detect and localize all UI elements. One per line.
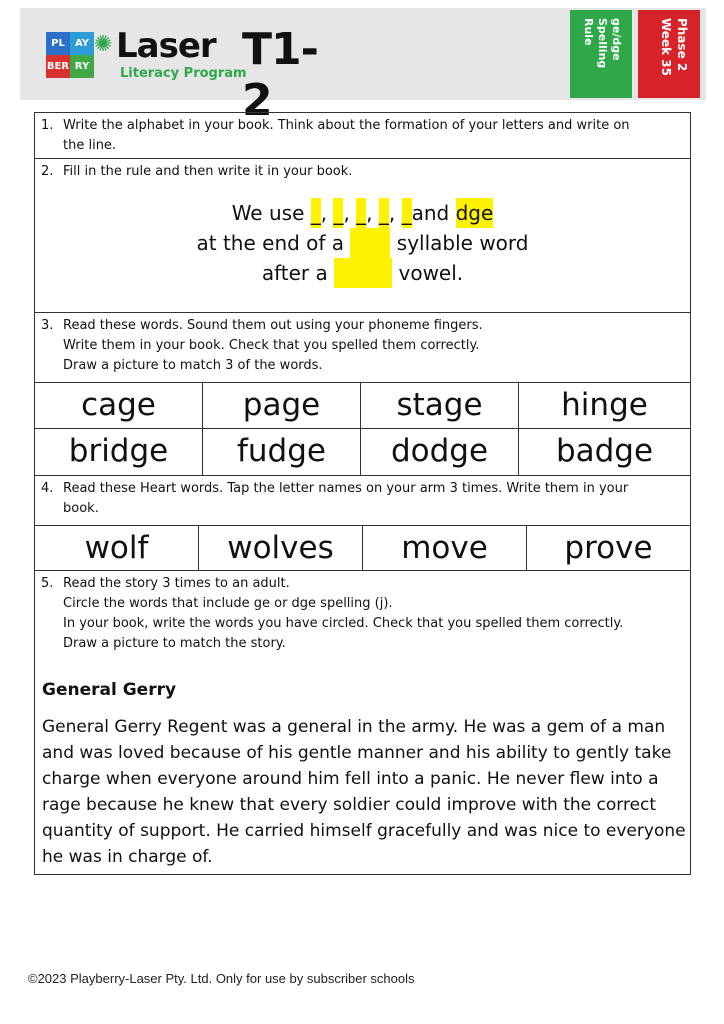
tab-line: Rule xyxy=(582,18,595,46)
instruction-line: Read these words. Sound them out using your phoneme fingers. xyxy=(63,318,483,333)
logo-subtitle: Literacy Program xyxy=(120,66,247,81)
heart-word-cell: prove xyxy=(564,530,653,566)
blank-field[interactable]: _ xyxy=(311,198,321,228)
word-cell: dodge xyxy=(361,429,519,475)
word-grid xyxy=(35,382,690,475)
heart-word-cell: move xyxy=(363,526,527,570)
task-4 xyxy=(35,476,690,571)
story-line: and was loved because of his gentle manner and his ability to gently take xyxy=(42,743,672,763)
story-title: General Gerry xyxy=(42,680,177,700)
logo-tile: BER xyxy=(46,55,70,78)
story-line: charge when everyone around him fell into a panic. He never flew into a xyxy=(42,769,659,789)
rule-line-2: at the end of a syllable word xyxy=(35,228,690,258)
puzzle-logo-icon xyxy=(46,32,94,78)
fill-in-rule xyxy=(35,184,690,292)
blank-field[interactable]: _ xyxy=(402,198,412,228)
blank-field[interactable] xyxy=(334,258,392,288)
laser-burst-icon: ✺ xyxy=(94,32,113,57)
copyright-footer: ©2023 Playberry-Laser Pty. Ltd. Only for use by subscriber schools xyxy=(28,971,415,986)
logo-tile: AY xyxy=(70,32,94,55)
logo-tile: PL xyxy=(46,32,70,55)
playberry-laser-logo xyxy=(46,24,346,126)
word-cell: cage xyxy=(35,383,203,429)
heart-word-cell: wolves xyxy=(199,526,363,570)
instruction-line: book. xyxy=(63,501,99,516)
task-3 xyxy=(35,313,690,476)
word-cell: hinge xyxy=(519,383,690,429)
instruction-line: Draw a picture to match the story. xyxy=(63,636,286,651)
rule-dge: dge xyxy=(456,198,494,228)
word-cell: bridge xyxy=(35,429,203,475)
blank-field[interactable] xyxy=(350,228,390,258)
logo-tile: RY xyxy=(70,55,94,78)
task-number: 1. xyxy=(41,118,54,133)
story-line: quantity of support. He carried himself gracefully and was nice to everyone xyxy=(42,821,686,841)
tab-line: Spelling xyxy=(596,18,609,69)
word-cell: stage xyxy=(361,383,519,429)
instruction-line: Read these Heart words. Tap the letter names on your arm 3 times. Write them in your xyxy=(63,481,629,496)
instruction-line: Write the alphabet in your book. Think about the formation of your letters and write on xyxy=(63,118,630,133)
word-cell: badge xyxy=(555,433,654,469)
task-number: 4. xyxy=(41,481,54,496)
instruction-line: Write them in your book. Check that you spelled them correctly. xyxy=(63,338,480,353)
story-line: he was in charge of. xyxy=(42,847,213,867)
instruction-line: the line. xyxy=(63,138,117,153)
story-line: rage because he knew that every soldier could improve with the correct xyxy=(42,795,657,815)
level-label: T1-2 xyxy=(242,24,318,126)
logo-word: Laser xyxy=(116,26,216,66)
worksheet xyxy=(34,112,691,875)
instruction-line: Read the story 3 times to an adult. xyxy=(63,576,290,591)
task-number: 5. xyxy=(41,576,54,591)
tab-line: Week 35 xyxy=(659,18,673,76)
word-cell: fudge xyxy=(203,429,361,475)
story-text xyxy=(35,700,690,872)
task-1 xyxy=(35,113,690,159)
word-cell: page xyxy=(203,383,361,429)
task-5 xyxy=(35,571,690,874)
tab-line: Phase 2 xyxy=(675,18,689,72)
blank-field[interactable]: _ xyxy=(379,198,389,228)
rule-line-1: We use _, _, _, _, _and dge xyxy=(35,198,690,228)
instruction-line: Draw a picture to match 3 of the words. xyxy=(63,358,323,373)
story-line: General Gerry Regent was a general in the army. He was a gem of a man xyxy=(42,717,666,737)
blank-field[interactable]: _ xyxy=(356,198,366,228)
rule-line-3: after a vowel. xyxy=(35,258,690,288)
instruction-line: Circle the words that include ge or dge spelling (j). xyxy=(63,596,393,611)
heart-word-cell: wolf xyxy=(35,526,199,570)
instruction-line: Fill in the rule and then write it in your book. xyxy=(63,164,353,179)
task-number: 3. xyxy=(41,318,54,333)
instruction-line: In your book, write the words you have circled. Check that you spelled them correctly. xyxy=(63,616,624,631)
phase-week-tab xyxy=(638,10,700,98)
heart-word-grid xyxy=(35,525,690,570)
task-2 xyxy=(35,159,690,313)
spelling-rule-tab xyxy=(570,10,632,98)
tab-line: ge/dge xyxy=(610,18,623,61)
task-number: 2. xyxy=(41,164,54,179)
blank-field[interactable]: _ xyxy=(333,198,343,228)
